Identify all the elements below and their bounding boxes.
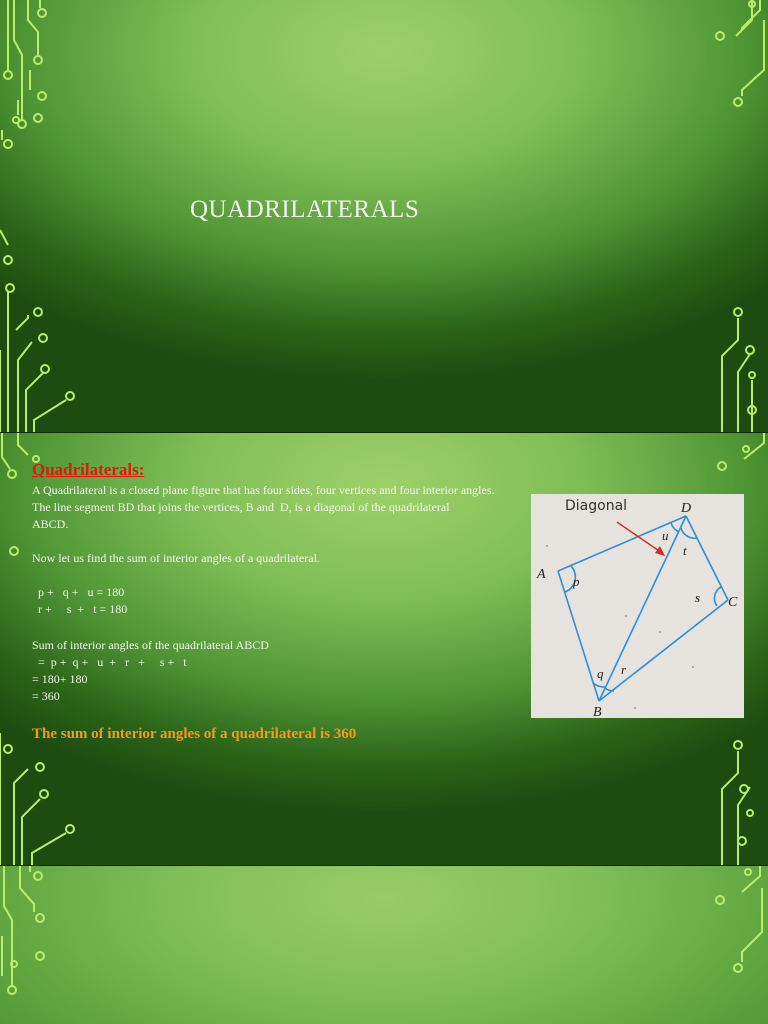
definition-line-1: A Quadrilateral is a closed plane figure that has four sides, four vertices and four interior angles. (32, 483, 495, 497)
sum-step-2: = 180+ 180 (32, 672, 88, 686)
side-ad (558, 516, 686, 571)
angle-q-label: q (597, 666, 604, 681)
circuit-decoration-left (0, 0, 90, 432)
diagonal-bd (599, 516, 686, 701)
angle-u-label: u (662, 528, 669, 543)
side-cb (599, 600, 728, 701)
vertex-b-label: B (593, 705, 602, 718)
circuit-decoration-left (0, 866, 80, 1024)
conclusion-text: The sum of interior angles of a quadrilateral is 360 (32, 726, 357, 742)
diagonal-caption: Diagonal (565, 498, 628, 514)
angle-r-label: r (621, 662, 627, 677)
angle-p-label: p (573, 574, 580, 589)
title-slide (0, 0, 768, 432)
side-ba (558, 571, 599, 701)
angle-s-label: s (695, 590, 701, 605)
sum-heading: Sum of interior angles of the quadrilateral ABCD (32, 638, 269, 652)
diagonal-arrow (617, 522, 665, 556)
definition-line-2: The line segment BD that joins the vertices, B and D, is a diagonal of the quadrilateral (32, 500, 450, 514)
next-slide-partial (0, 866, 768, 1024)
content-slide (0, 433, 768, 865)
equation-2: r + s + t = 180 (32, 602, 128, 616)
definition-line-3: ABCD. (32, 517, 69, 531)
circuit-decoration-right (698, 866, 768, 1024)
angle-arc-s (714, 587, 721, 606)
circuit-decoration-right (698, 0, 768, 432)
quadrilateral-diagram (531, 494, 744, 718)
side-dc (686, 516, 728, 600)
vertex-c-label: C (728, 595, 738, 610)
angle-arc-u (671, 523, 679, 532)
slide-heading: Quadrilaterals: (32, 460, 145, 479)
sum-step-3: = 360 (32, 689, 60, 703)
vertex-d-label: D (681, 501, 692, 516)
angle-t-label: t (683, 543, 687, 558)
sum-step-1: = p + q + u + r + s + t (32, 655, 187, 669)
intro-text: Now let us find the sum of interior angles of a quadrilateral. (32, 551, 320, 565)
slide-title: QUADRILATERALS (190, 196, 420, 223)
equation-1: p + q + u = 180 (32, 585, 125, 599)
vertex-a-label: A (537, 567, 546, 582)
